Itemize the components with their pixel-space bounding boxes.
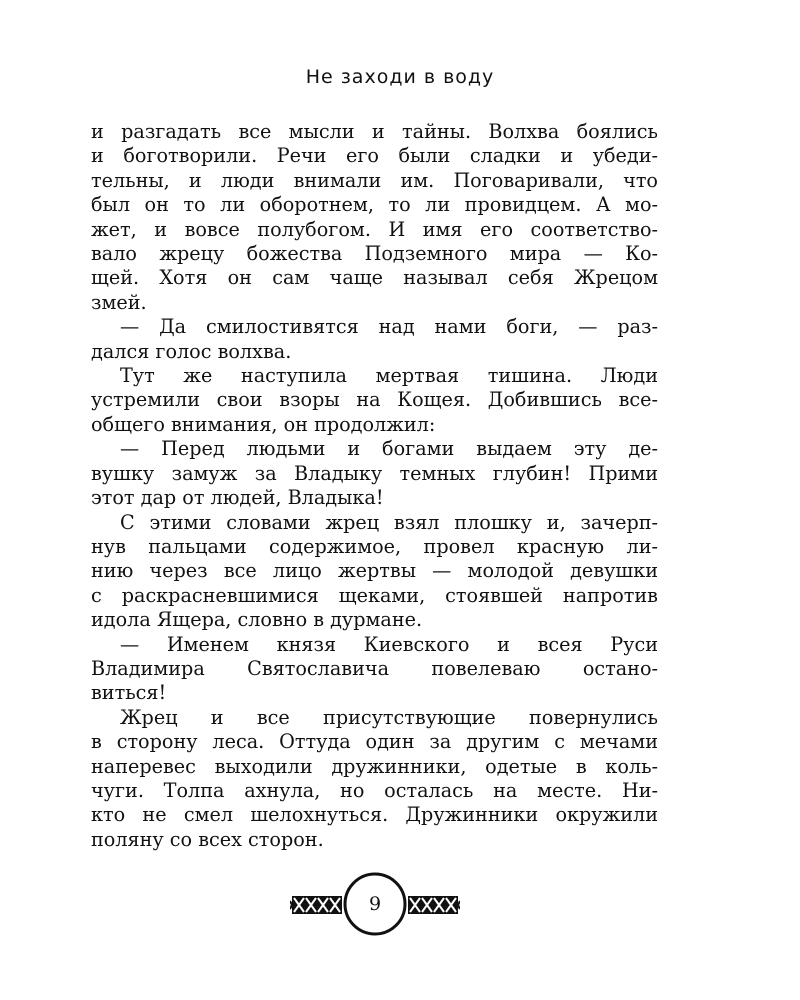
page-body-text	[91, 120, 658, 852]
text-line: жет, и вовсе полубогом. И имя его соответство-	[91, 217, 658, 241]
text-line: нув пальцами содержимое, провел красную ли-	[91, 534, 658, 558]
text-line: и боготворили. Речи его были сладки и убеди-	[91, 144, 658, 168]
text-line: чуги. Толпа ахнула, но осталась на месте. Ни-	[91, 778, 658, 802]
text-line: нию через все лицо жертвы — молодой девушки	[91, 559, 658, 583]
text-line: кто не смел шелохнуться. Дружинники окружили	[91, 803, 658, 827]
text-line: — Перед людьми и богами выдаем эту де-	[120, 437, 658, 461]
text-line: — Да смилостивятся над нами боги, — раз-	[120, 315, 658, 339]
text-line: вало жрецу божества Подземного мира — Ко-	[91, 242, 658, 266]
left-knot-icon	[290, 896, 342, 914]
text-line: щей. Хотя он сам чаще называл себя Жрецом	[91, 266, 658, 290]
text-line: с раскрасневшимися щеками, стоявшей напротив	[91, 583, 658, 607]
text-line: этот дар от людей, Владыка!	[91, 486, 384, 510]
text-line: и разгадать все мысли и тайны. Волхва боялись	[91, 120, 658, 143]
text-line: Владимира Святославича повелеваю остано-	[91, 656, 658, 680]
text-line: виться!	[91, 681, 167, 705]
text-line: — Именем князя Киевского и всея Руси	[120, 632, 658, 656]
text-line: дался голос волхва.	[91, 339, 292, 363]
text-line: в сторону леса. Оттуда один за другим с мечами	[91, 730, 658, 754]
text-line: Жрец и все присутствующие повернулись	[120, 705, 658, 729]
right-knot-icon	[408, 896, 460, 914]
text-line: наперевес выходили дружинники, одетые в коль-	[91, 754, 658, 778]
running-head-title: Не заходи в воду	[305, 66, 495, 88]
page-footer	[290, 872, 460, 936]
text-line: С этими словами жрец взял плошку и, зачерп-	[120, 510, 658, 534]
text-line: Тут же наступила мертвая тишина. Люди	[120, 364, 658, 388]
text-line: устремили свои взоры на Кощея. Добившись все-	[91, 388, 658, 412]
text-line: тельны, и люди внимали им. Поговаривали, что	[91, 168, 658, 192]
text-line: поляну со всех сторон.	[91, 827, 324, 851]
text-line: общего внимания, он продолжил:	[91, 412, 436, 436]
text-line: был он то ли оборотнем, то ли провидцем. А мо-	[91, 193, 658, 217]
text-line: идола Ящера, словно в дурмане.	[91, 608, 423, 632]
page-number: 9	[368, 893, 382, 915]
text-line: змей.	[91, 290, 147, 314]
text-line: вушку замуж за Владыку темных глубин! Прими	[91, 461, 658, 485]
